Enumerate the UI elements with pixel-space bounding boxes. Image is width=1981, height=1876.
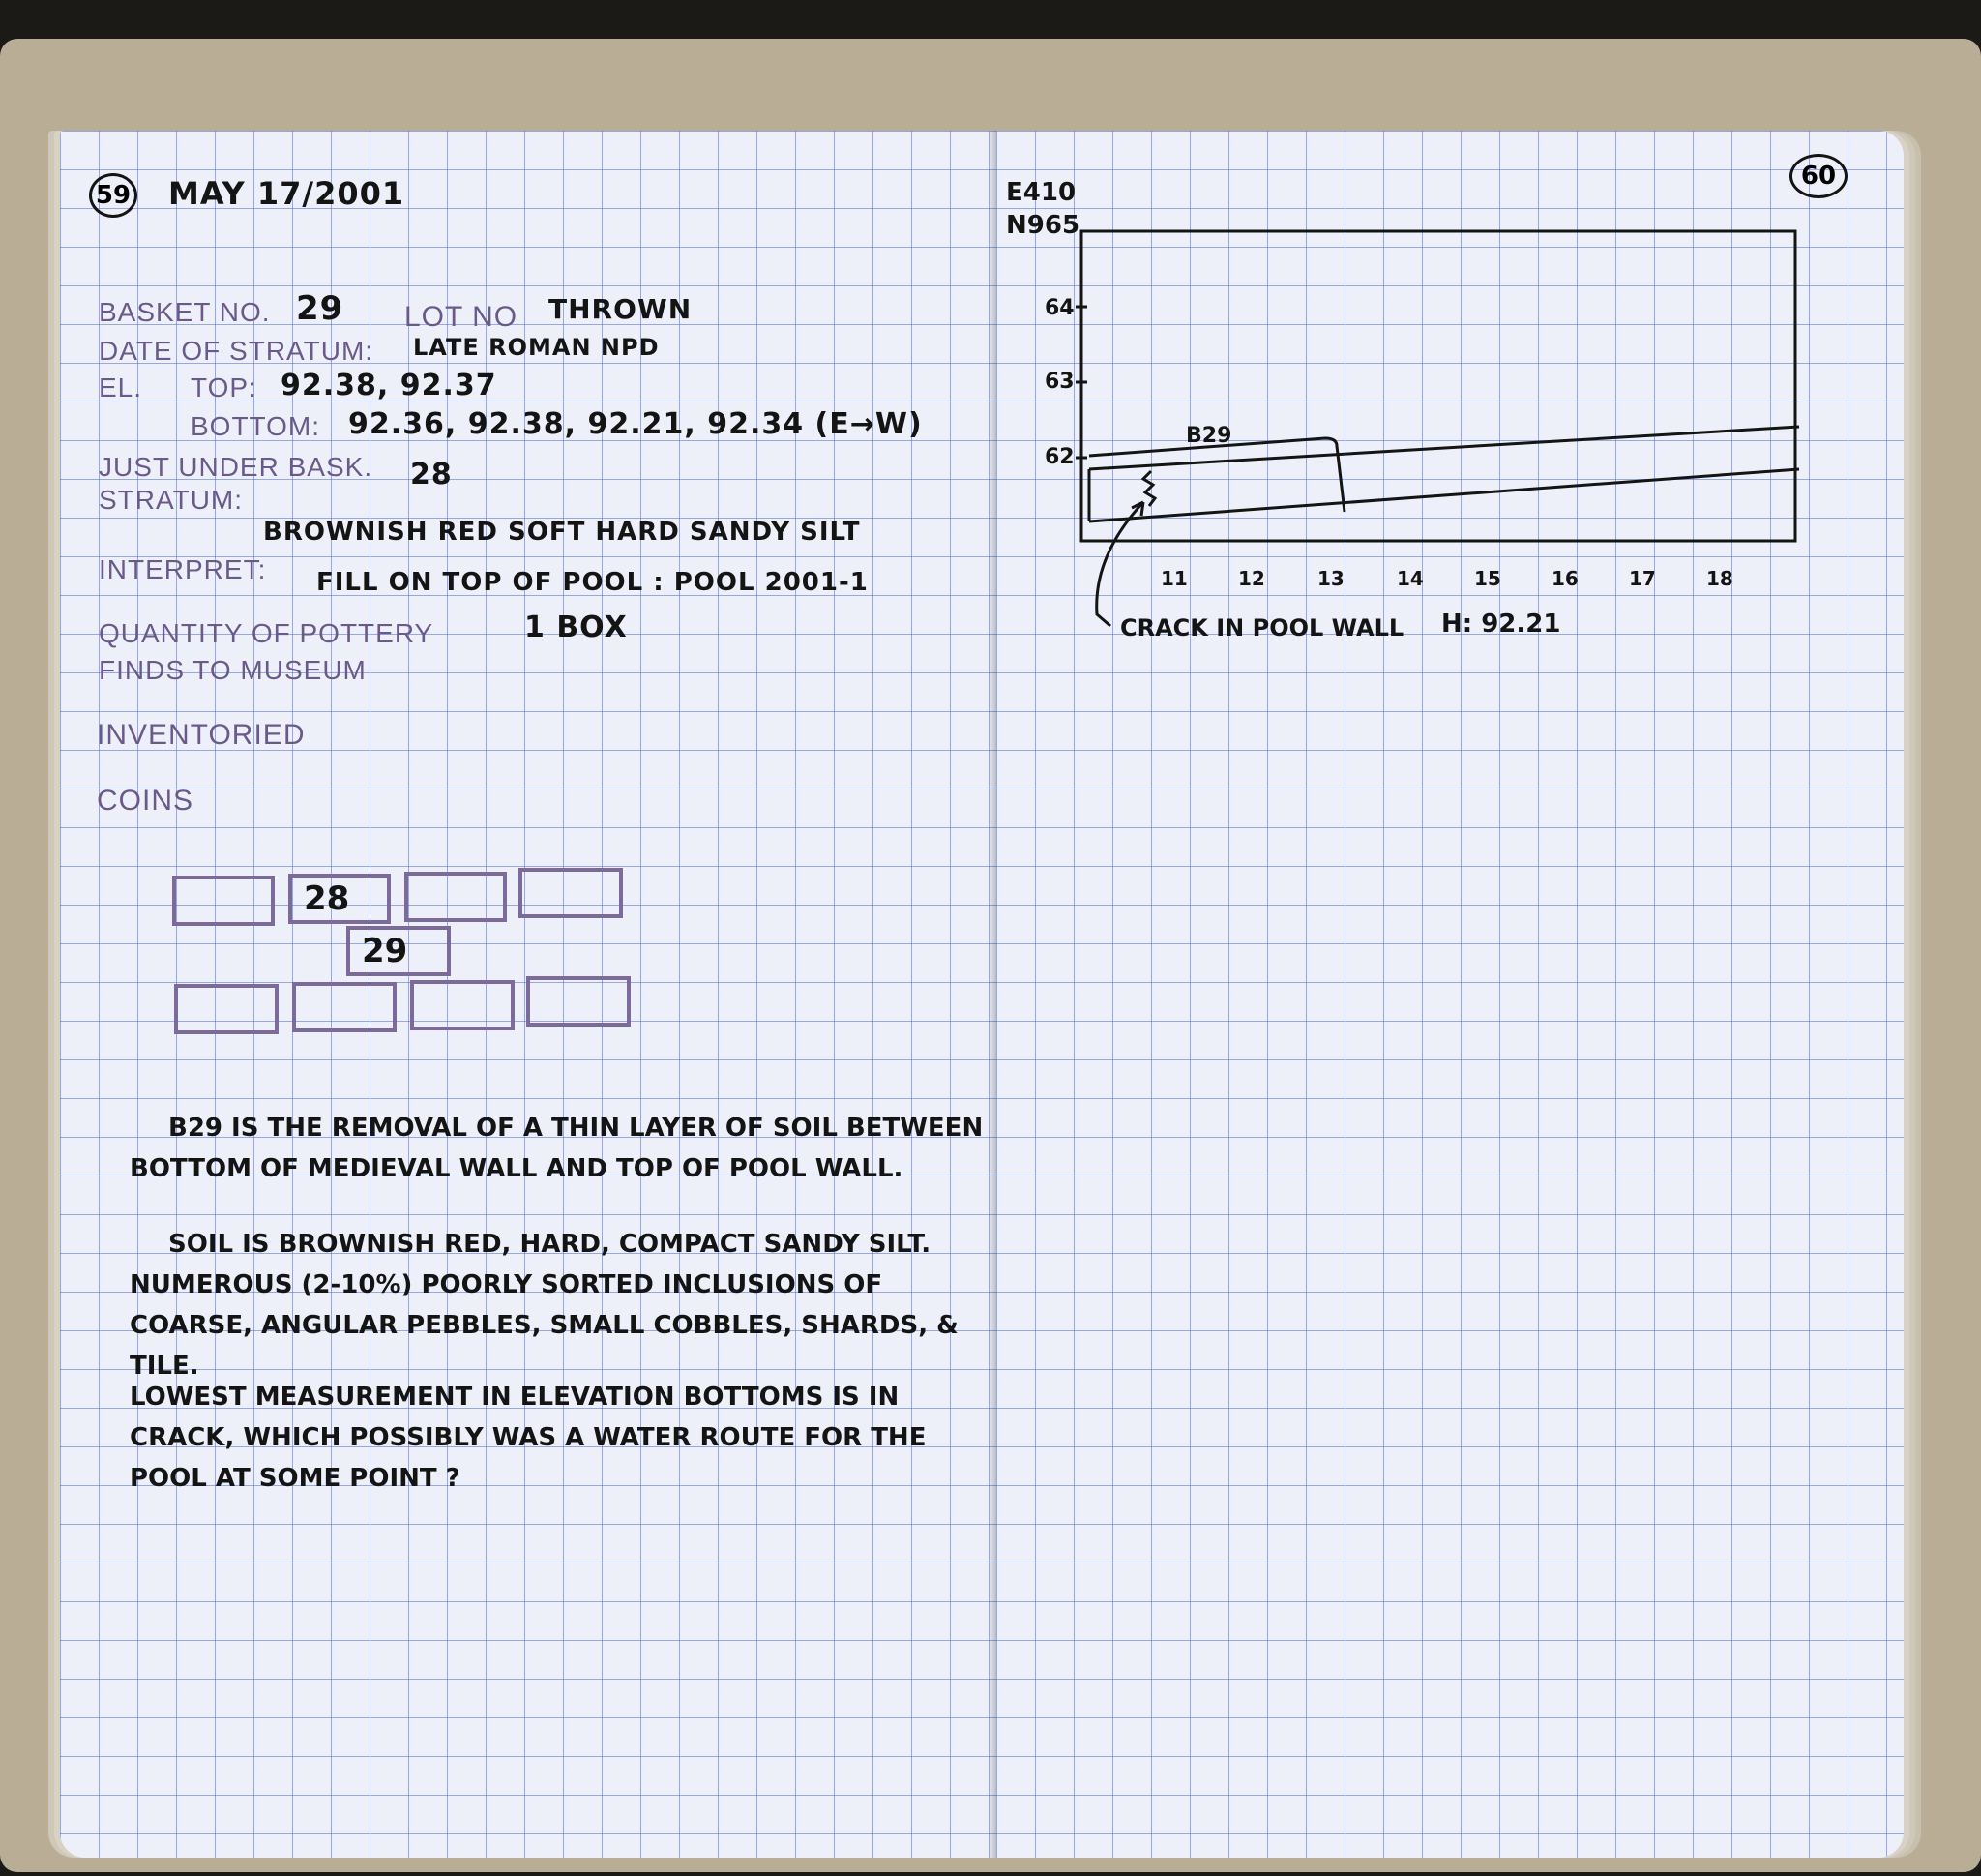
note-paragraph: SOIL IS BROWNISH RED, HARD, COMPACT SANDY SILT. NUMEROUS (2-10%) POORLY SORTED INCLUSIONS OF COARSE, ANGULAR PEBBLES, SMALL COBBLES, SHARDS, & TILE.: [130, 1230, 959, 1381]
page-number-circle: [89, 173, 137, 218]
interpret-label: INTERPRET:: [99, 554, 267, 584]
grid-ref-e: E410: [1006, 178, 1077, 207]
basket-box: [404, 872, 507, 922]
basket-label: BASKET NO.: [99, 297, 271, 327]
page-number: 59: [95, 181, 132, 210]
bottom-label: BOTTOM:: [191, 411, 321, 441]
coins-label: COINS: [97, 785, 194, 817]
y-tick-label: 64: [1045, 296, 1075, 320]
pool-wall-top-line: [1089, 469, 1799, 521]
lot-value: THROWN: [548, 293, 693, 325]
note-paragraph: B29 IS THE REMOVAL OF A THIN LAYER OF SOIL BETWEEN BOTTOM OF MEDIEVAL WALL AND TOP OF POOL WALL.: [130, 1114, 984, 1183]
lot-label: LOT NO: [404, 301, 518, 333]
page-number: 60: [1800, 162, 1837, 191]
x-tick-labels: [1161, 567, 1733, 590]
bottom-value: 92.36, 92.38, 92.21, 92.34 (E→W): [348, 407, 923, 441]
x-tick-label: 17: [1629, 567, 1656, 590]
basket-box: [518, 868, 623, 918]
basket-extent-bracket: [1089, 438, 1345, 512]
el-label: EL.: [99, 372, 143, 402]
x-tick-label: 18: [1706, 567, 1733, 590]
x-tick-label: 15: [1474, 567, 1501, 590]
stratum-label: STRATUM:: [99, 485, 244, 515]
notebook-cover: [0, 39, 1981, 1872]
basket-box-current: 29: [346, 926, 451, 976]
inventoried-label: INVENTORIED: [97, 719, 306, 751]
basket-label: B29: [1186, 424, 1232, 448]
crack-elevation: H: 92.21: [1441, 610, 1561, 639]
just-under-label: JUST UNDER BASK.: [99, 452, 373, 482]
note-paragraph: LOWEST MEASUREMENT IN ELEVATION BOTTOMS IS IN CRACK, WHICH POSSIBLY WAS A WATER ROUTE FOR THE POOL AT SOME POINT ?: [130, 1383, 927, 1493]
x-tick-label: 12: [1238, 567, 1265, 590]
stratum-value: BROWNISH RED SOFT HARD SANDY SILT: [263, 518, 861, 547]
x-tick-label: 11: [1161, 567, 1188, 590]
basket-box: [410, 980, 515, 1030]
basket-box: [292, 982, 397, 1032]
y-tick-label: 62: [1045, 445, 1075, 469]
basket-box: [172, 876, 275, 926]
top-value: 92.38, 92.37: [281, 369, 497, 402]
interpret-value: FILL ON TOP OF POOL : POOL 2001-1: [316, 568, 869, 597]
basket-box: [526, 976, 631, 1027]
pottery-label: QUANTITY OF POTTERY: [99, 618, 434, 648]
pottery-value: 1 BOX: [524, 610, 628, 644]
right-page: [996, 131, 1904, 1858]
section-drawing: [996, 131, 1904, 711]
crack-note: CRACK IN POOL WALL: [1120, 614, 1404, 641]
top-label: TOP:: [191, 372, 257, 402]
page-date: MAY 17/2001: [168, 175, 405, 212]
x-tick-label: 13: [1317, 567, 1345, 590]
date-stratum-value: LATE ROMAN NPD: [413, 334, 660, 361]
finds-label: FINDS TO MUSEUM: [99, 655, 367, 685]
basket-box: 28: [288, 874, 391, 924]
basket-value: 29: [296, 289, 344, 328]
date-stratum-label: DATE OF STRATUM:: [99, 336, 374, 366]
x-tick-label: 16: [1552, 567, 1579, 590]
grid-ref-n: N965: [1006, 211, 1080, 240]
basket-box: [174, 984, 279, 1034]
just-under-value: 28: [410, 458, 453, 491]
x-tick-label: 14: [1397, 567, 1424, 590]
left-page: [60, 131, 996, 1858]
crack-mark: [1143, 471, 1155, 506]
y-tick-label: 63: [1045, 370, 1075, 394]
